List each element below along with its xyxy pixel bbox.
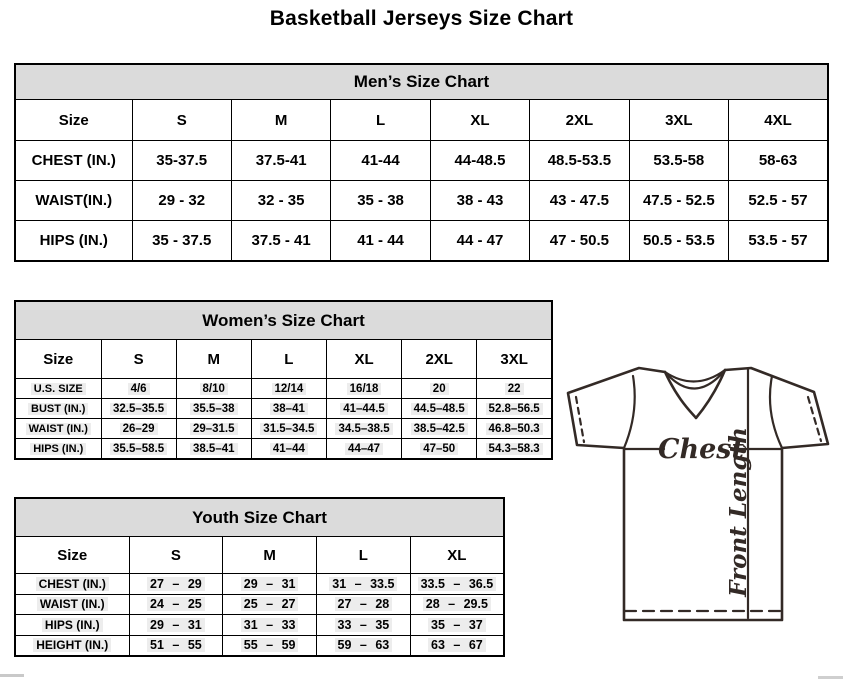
cell: 44–47 bbox=[326, 439, 401, 460]
row-label: HIPS (IN.) bbox=[15, 221, 132, 262]
table-title: Youth Size Chart bbox=[15, 498, 504, 537]
cell: 31.5–34.5 bbox=[251, 419, 326, 439]
cell: 33.5 – 36.5 bbox=[410, 574, 504, 595]
table-row bbox=[15, 439, 552, 460]
row-label: CHEST (IN.) bbox=[15, 574, 129, 595]
cell: 41–44 bbox=[251, 439, 326, 460]
cell: 52.5 - 57 bbox=[729, 181, 828, 221]
cell: 12/14 bbox=[251, 379, 326, 399]
row-label: HEIGHT (IN.) bbox=[15, 635, 129, 656]
column-header-4xl: 4XL bbox=[729, 100, 828, 141]
column-header-l: L bbox=[251, 340, 326, 379]
cuff-dashed-line-left bbox=[576, 397, 584, 442]
collar-band-arc-inner bbox=[665, 370, 725, 389]
cell: 48.5-53.5 bbox=[530, 141, 629, 181]
cell: 53.5 - 57 bbox=[729, 221, 828, 262]
row-label: U.S. SIZE bbox=[15, 379, 101, 399]
cell: 8/10 bbox=[176, 379, 251, 399]
cell: 22 bbox=[477, 379, 552, 399]
cell: 24 – 25 bbox=[129, 594, 223, 615]
cuff-dashed-line-right bbox=[808, 397, 821, 441]
cell: 63 – 67 bbox=[410, 635, 504, 656]
cell: 44 - 47 bbox=[430, 221, 529, 262]
cell: 44.5–48.5 bbox=[402, 399, 477, 419]
cell: 34.5–38.5 bbox=[326, 419, 401, 439]
cell: 44-48.5 bbox=[430, 141, 529, 181]
row-label: HIPS (IN.) bbox=[15, 615, 129, 636]
jersey-measurement-diagram bbox=[562, 360, 834, 628]
cell: 29 - 32 bbox=[132, 181, 231, 221]
column-header-xl: XL bbox=[430, 100, 529, 141]
table-row bbox=[15, 221, 828, 262]
cell: 59 – 63 bbox=[317, 635, 411, 656]
cell: 33 – 35 bbox=[317, 615, 411, 636]
size-column-header: Size bbox=[15, 340, 101, 379]
cell: 38.5–41 bbox=[176, 439, 251, 460]
column-header-l: L bbox=[317, 537, 411, 574]
armhole-seam-left bbox=[624, 376, 635, 448]
column-header-s: S bbox=[132, 100, 231, 141]
column-header-s: S bbox=[101, 340, 176, 379]
cell: 28 – 29.5 bbox=[410, 594, 504, 615]
row-label: WAIST (IN.) bbox=[15, 419, 101, 439]
cell: 25 – 27 bbox=[223, 594, 317, 615]
cell: 47 - 50.5 bbox=[530, 221, 629, 262]
cell: 26–29 bbox=[101, 419, 176, 439]
size-column-header: Size bbox=[15, 537, 129, 574]
cell: 58-63 bbox=[729, 141, 828, 181]
cell: 32.5–35.5 bbox=[101, 399, 176, 419]
cell: 38.5–42.5 bbox=[402, 419, 477, 439]
cell: 35 - 38 bbox=[331, 181, 430, 221]
row-label: CHEST (IN.) bbox=[15, 141, 132, 181]
table-row bbox=[15, 635, 504, 656]
column-header-xl: XL bbox=[326, 340, 401, 379]
row-label: WAIST(IN.) bbox=[15, 181, 132, 221]
cell: 20 bbox=[402, 379, 477, 399]
row-label: WAIST (IN.) bbox=[15, 594, 129, 615]
cell: 35-37.5 bbox=[132, 141, 231, 181]
column-header-3xl: 3XL bbox=[629, 100, 728, 141]
armhole-seam-right bbox=[770, 376, 782, 448]
cell: 35 - 37.5 bbox=[132, 221, 231, 262]
cell: 53.5-58 bbox=[629, 141, 728, 181]
cell: 38–41 bbox=[251, 399, 326, 419]
cell: 35.5–38 bbox=[176, 399, 251, 419]
cell: 16/18 bbox=[326, 379, 401, 399]
cell: 54.3–58.3 bbox=[477, 439, 552, 460]
column-header-xl: XL bbox=[410, 537, 504, 574]
front-length-label: Front Length bbox=[725, 427, 752, 597]
table-row bbox=[15, 419, 552, 439]
row-label: HIPS (IN.) bbox=[15, 439, 101, 460]
cell: 41 - 44 bbox=[331, 221, 430, 262]
cell: 41-44 bbox=[331, 141, 430, 181]
column-header-2xl: 2XL bbox=[402, 340, 477, 379]
table-row bbox=[15, 399, 552, 419]
column-header-m: M bbox=[176, 340, 251, 379]
table-row bbox=[15, 594, 504, 615]
cell: 35.5–58.5 bbox=[101, 439, 176, 460]
table-row bbox=[15, 379, 552, 399]
column-header-m: M bbox=[231, 100, 330, 141]
cell: 37.5 - 41 bbox=[231, 221, 330, 262]
column-header-m: M bbox=[223, 537, 317, 574]
table-row bbox=[15, 574, 504, 595]
row-label: BUST (IN.) bbox=[15, 399, 101, 419]
cell: 47.5 - 52.5 bbox=[629, 181, 728, 221]
chest-label: Chest bbox=[658, 434, 744, 465]
size-column-header: Size bbox=[15, 100, 132, 141]
page-title: Basketball Jerseys Size Chart bbox=[269, 7, 574, 30]
column-header-3xl: 3XL bbox=[477, 340, 552, 379]
cell: 55 – 59 bbox=[223, 635, 317, 656]
cell: 51 – 55 bbox=[129, 635, 223, 656]
cell: 46.8–50.3 bbox=[477, 419, 552, 439]
table-row bbox=[15, 615, 504, 636]
column-header-2xl: 2XL bbox=[530, 100, 629, 141]
cell: 31 – 33.5 bbox=[317, 574, 411, 595]
table-row bbox=[15, 141, 828, 181]
cell: 38 - 43 bbox=[430, 181, 529, 221]
cell: 50.5 - 53.5 bbox=[629, 221, 728, 262]
youth-size-chart-table bbox=[14, 497, 505, 657]
mens-size-chart-table bbox=[14, 63, 829, 262]
cell: 27 – 29 bbox=[129, 574, 223, 595]
table-title: Women’s Size Chart bbox=[15, 301, 552, 340]
cell: 4/6 bbox=[101, 379, 176, 399]
cell: 29 – 31 bbox=[223, 574, 317, 595]
womens-size-chart-table bbox=[14, 300, 553, 460]
column-header-s: S bbox=[129, 537, 223, 574]
cell: 32 - 35 bbox=[231, 181, 330, 221]
cell: 35 – 37 bbox=[410, 615, 504, 636]
cell: 47–50 bbox=[402, 439, 477, 460]
jersey-outline bbox=[568, 368, 828, 620]
cell: 27 – 28 bbox=[317, 594, 411, 615]
cell: 31 – 33 bbox=[223, 615, 317, 636]
table-row bbox=[15, 181, 828, 221]
cell: 29–31.5 bbox=[176, 419, 251, 439]
scrollbar-fragment-left bbox=[0, 674, 24, 677]
cell: 52.8–56.5 bbox=[477, 399, 552, 419]
cell: 41–44.5 bbox=[326, 399, 401, 419]
column-header-l: L bbox=[331, 100, 430, 141]
cell: 29 – 31 bbox=[129, 615, 223, 636]
cell: 43 - 47.5 bbox=[530, 181, 629, 221]
cell: 37.5-41 bbox=[231, 141, 330, 181]
table-title: Men’s Size Chart bbox=[15, 64, 828, 100]
